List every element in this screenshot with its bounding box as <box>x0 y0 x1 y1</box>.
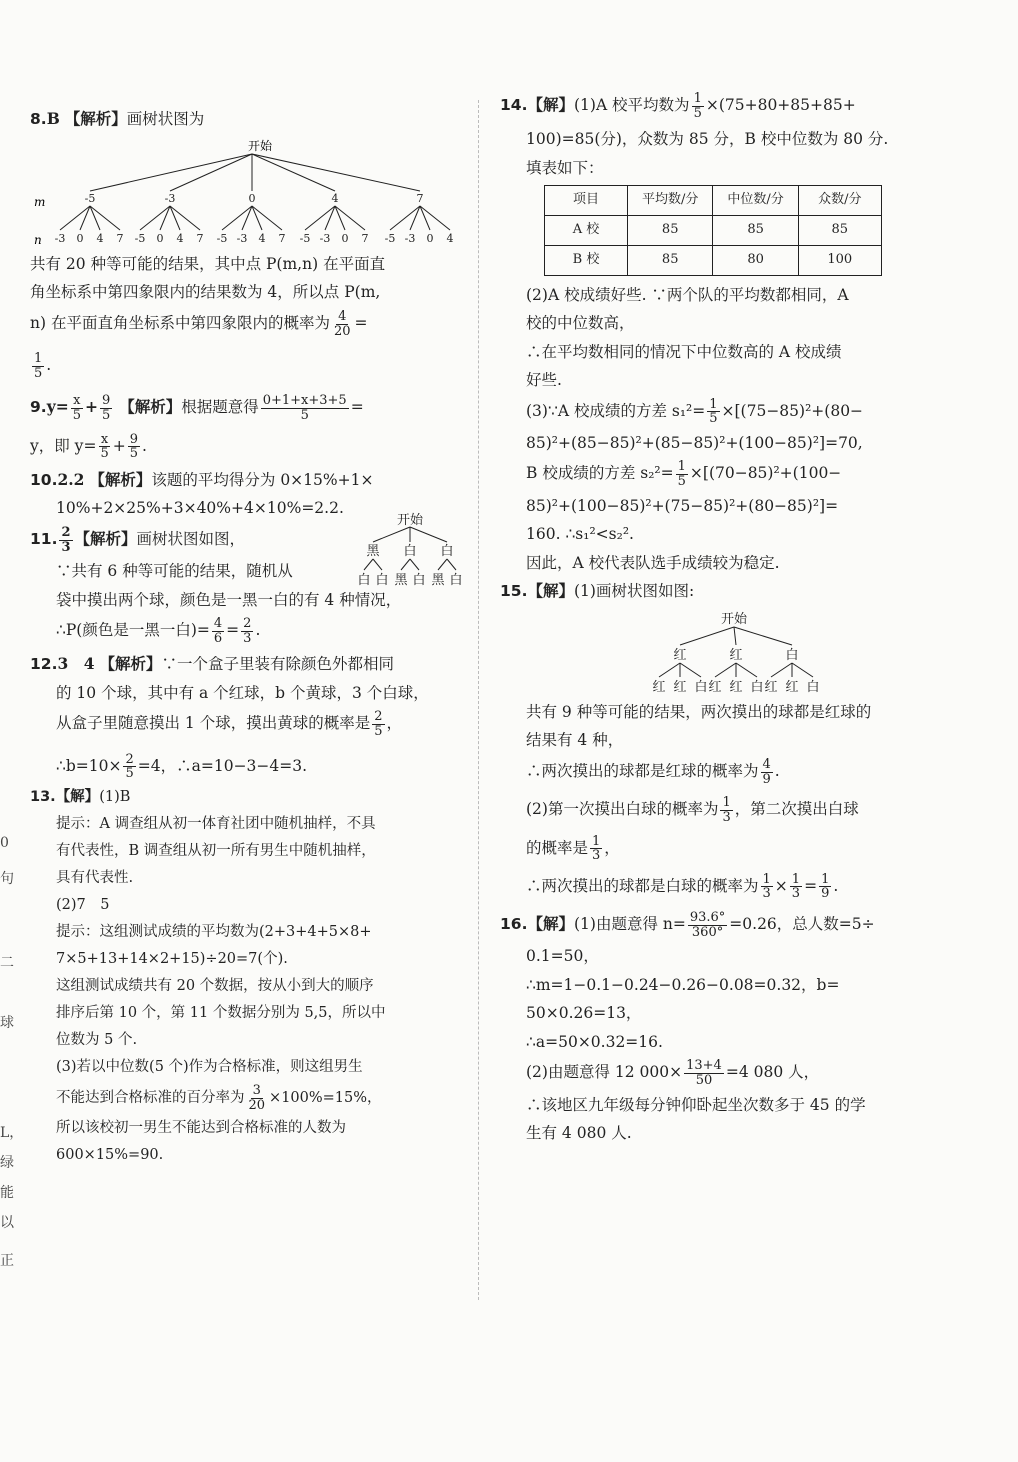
fraction: $\frac{9}{5}$ <box>129 431 138 462</box>
tree-diagram-q8 <box>30 136 470 246</box>
tree-node: 7 <box>116 232 124 246</box>
tree-root: 开始 <box>248 139 273 154</box>
tree-node: -5 <box>134 232 146 246</box>
question-16: 16.【解】(1)由题意得 n= $\frac{93.6^\circ}{360^\circ}$ =0.26，总人数=5÷ 0.1=50， ∴m=1−0.1−0.24−0.26−0.08=0.32，b= 50×0.26=13， ∴a=50×0.32=16. (2)由题意得 12 000× $\frac{13+4}{50}$ =4 080 人， ∴该地区九年级每分钟仰卧起坐次数多于 45 的学 生有 4 080 人. <box>500 910 875 1142</box>
tree-node: 0 <box>156 232 164 246</box>
edge-char: 球 <box>0 1015 14 1031</box>
analysis-tag: 【解析】 <box>64 110 127 128</box>
fraction: $\frac{4}{6}$ <box>213 616 223 646</box>
fraction: $\frac{13+4}{50}$ <box>686 1058 722 1088</box>
tree-node: 白 <box>449 572 463 588</box>
fraction: $\frac{2}{5}$ <box>125 751 134 782</box>
tree-node: 7 <box>361 232 369 246</box>
tree-node: 黑 <box>366 543 380 559</box>
tree-node: 白 <box>403 543 417 559</box>
fraction: $\frac{3}{20}$ <box>248 1083 266 1113</box>
answer: 2.2 <box>57 470 85 489</box>
table-header: 众数/分 <box>798 186 881 216</box>
tree-node: 白 <box>375 572 389 588</box>
score-table <box>544 185 882 276</box>
edge-char: 以 <box>0 1215 14 1231</box>
tree-labels <box>55 192 454 245</box>
edge-char: L， <box>0 1125 24 1141</box>
tree-branch <box>659 663 680 677</box>
tree-node: 开始 <box>396 512 424 528</box>
question-number: 8. <box>30 110 47 128</box>
tree-node: -5 <box>299 232 311 246</box>
tree-node: 红 <box>708 679 722 695</box>
tree-node: -5 <box>216 232 228 246</box>
tree-row-label: n <box>34 233 42 247</box>
fraction: $\frac{93.6^\circ}{360^\circ}$ <box>689 910 726 940</box>
table-cell: 85 <box>798 216 881 246</box>
tree-node: 红 <box>652 679 666 695</box>
column-divider <box>478 100 479 1300</box>
tree-node: 红 <box>785 679 799 695</box>
tree-branch <box>734 627 792 645</box>
fraction: $\frac{2}{3}$ <box>61 524 71 555</box>
table-row <box>545 216 882 246</box>
table-row <box>545 245 882 275</box>
tree-row-label: m <box>34 195 46 210</box>
tree-branch <box>438 559 447 570</box>
fraction: $\frac{4}{20}$ <box>333 308 351 339</box>
tree-branch <box>410 527 447 542</box>
edge-char: 0 <box>0 835 9 851</box>
right-column <box>500 92 970 1150</box>
tree-diagram-q15 <box>500 609 970 695</box>
fraction: $\frac{1}{3}$ <box>722 795 731 825</box>
fraction: $\frac{9}{5}$ <box>101 393 111 424</box>
tree-node: -3 <box>319 232 331 246</box>
table-cell: 85 <box>628 245 713 275</box>
tree-node: 红 <box>764 679 778 695</box>
tree-node: 白 <box>694 679 708 695</box>
edge-char: 二 <box>0 955 14 971</box>
tree-branch <box>715 663 736 677</box>
question-13: 13.【解】(1)B 提示：A 调查组从初一体育社团中随机抽样，不具 有代表性，B 调查组从初一所有男生中随机抽样， 具有代表性. (2)7 5 提示：这组测试成绩的平均数为(2+3+4+5×8+ 7×5+13+14×2+15)÷20=7(个). 这组测试成绩共有 20 个数据，按从小到大的顺序 排序后第 10 个，第 11 个数据分别为 5,5，所以中 位数为 5 个. (3)若以中位数(5 个)作为合格标准，则这组男生 不能达到合格标准的百分率为 $\frac{3}{20}$ ×100%=15%， 所以该校初一男生不能达到合格标准的人数为 600×15%=90. <box>30 788 386 1164</box>
tree-branch <box>771 663 792 677</box>
tree-node: 0 <box>426 232 434 246</box>
tree-node: -3 <box>164 192 176 206</box>
tree-node: -3 <box>404 232 416 246</box>
tree-node: 黑 <box>394 572 408 588</box>
table-cell: 85 <box>628 216 713 246</box>
tree-node: 白 <box>806 679 820 695</box>
fraction: $\frac{x}{5}$ <box>100 431 109 462</box>
text-line: 共有 20 种等可能的结果，其中点 P(m,n) 在平面直 <box>30 254 386 273</box>
tree-node: 黑 <box>431 572 445 588</box>
answer: B <box>46 109 60 128</box>
tree-branch <box>680 627 734 645</box>
tree-node: 白 <box>440 543 454 559</box>
tree-branch <box>364 559 373 570</box>
fraction: $\frac{4}{9}$ <box>762 756 771 787</box>
tree-branch <box>792 663 813 677</box>
tree-node: 红 <box>729 647 743 663</box>
tree-node: 开始 <box>720 611 748 627</box>
question-11: 11. $\frac{2}{3}$ 【解析】画树状图如图， 开始 黑 白 白 白 黑 白 白 黑 白 ∵共有 6 种等可能的结果，随机从 袋中摸出两个球，颜色是一黑一白的有 4 种情况， ∴P(颜色是一黑一白)= $\frac{4}{6}$ = $\frac{2}{3}$ . <box>30 526 470 646</box>
table-cell: 100 <box>798 245 881 275</box>
answer: y= <box>46 397 69 417</box>
tree-diagram-q11 <box>355 512 465 592</box>
tree-node: 7 <box>416 192 424 206</box>
edge-char: 句 <box>0 871 14 887</box>
tree-node: 0 <box>76 232 84 246</box>
edge-char: 正 <box>0 1253 14 1269</box>
tree-node: 0 <box>341 232 349 246</box>
text-line: 角坐标系中第四象限内的结果数为 4，所以点 P(m, <box>30 283 381 302</box>
tree-node: 4 <box>176 232 184 246</box>
edge-char: 能 <box>0 1185 14 1201</box>
tree-node: 红 <box>673 647 687 663</box>
fraction: $\frac{2}{5}$ <box>374 709 383 740</box>
tree-node: 4 <box>446 232 454 246</box>
tree-node: 7 <box>196 232 204 246</box>
fraction: $\frac{1}{9}$ <box>821 871 830 902</box>
tree-node: 白 <box>750 679 764 695</box>
table-cell: 85 <box>713 216 798 246</box>
tree-branch <box>680 663 701 677</box>
fraction: $\frac{2}{3}$ <box>243 616 252 646</box>
fraction: $\frac{1}{3}$ <box>791 871 801 902</box>
tree-node: 4 <box>331 192 339 206</box>
fraction: $\frac{0+1+x+3+5}{5}$ <box>262 393 347 424</box>
table-cell: 80 <box>713 245 798 275</box>
tree-node: 0 <box>248 192 256 206</box>
table-header: 项目 <box>545 186 628 216</box>
fraction: $\frac{1}{5}$ <box>709 396 718 427</box>
tree-node: -3 <box>236 232 248 246</box>
question-9: 9.y= $\frac{x}{5}$ + $\frac{9}{5}$ 【解析】根据题意得 $\frac{0+1+x+3+5}{5}$ = y，即 y= $\frac{x}{5}$ + $\frac{9}{5}$ . <box>30 393 364 462</box>
tree-branch <box>447 559 456 570</box>
text: 画树状图为 <box>126 110 205 128</box>
question-8: 8.B 【解析】画树状图为 开始 m n -5 -3 0 4 7 -3 -5 0 4 7 0 -5 -3 4 7 4 -5 -3 0 7 7 -5 -3 0 4 共有 20 种等可能的结果，其中点 P(m,n) 在平面直 角坐标系中第四象限内的结果数为 4，所以点 P(m, n) 在平面直角坐标系中第四象限内的概率为 $\frac{4}{20}$ = $\frac{1}{5}$ . <box>30 108 470 380</box>
question-14: 14.【解】(1)A 校平均数为 $\frac{1}{5}$ ×(75+80+85+85+ 100)=85(分)，众数为 85 分，B 校中位数为 80 分. 填表如下： 项目 平均数/分 中位数/分 众数/分 A 校 85 85 85 B 校 85 80 100 (2)A 校成绩好些. ∵两个队的平均数都相同，A 校的中位数高， ∴在平均数相同的情况下中位数高的 A 校成绩 好些. (3)∵A 校成绩的方差 s₁²= $\frac{1}{5}$ ×[(75−85)²+(80− 85)²+(85−85)²+(85−85)²+(100−85)²]=70, B 校成绩的方差 s₂²= $\frac{1}{5}$ ×[(70−85)²+(100− 85)²+(100−85)²+(75−85)²+(80−85)²]= 160. ∴s₁²<s₂². 因此，A 校代表队选手成绩较为稳定. <box>500 91 889 572</box>
tree-branch <box>252 154 420 191</box>
tree-branch <box>170 154 252 191</box>
tree-node: 红 <box>729 679 743 695</box>
tree-node: 白 <box>357 572 371 588</box>
tree-node: 红 <box>673 679 687 695</box>
tree-node: -5 <box>84 192 96 206</box>
table-cell: A 校 <box>545 216 628 246</box>
tree-node: 4 <box>258 232 266 246</box>
text: n) 在平面直角坐标系中第四象限内的概率为 <box>30 314 330 333</box>
answer: 3 4 <box>57 654 95 674</box>
fraction: $\frac{1}{3}$ <box>592 833 601 864</box>
table-header-row <box>545 186 882 216</box>
tree-node: 7 <box>278 232 286 246</box>
table-header: 中位数/分 <box>713 186 798 216</box>
tree-branch <box>736 663 757 677</box>
table-cell: B 校 <box>545 245 628 275</box>
edge-char: 绿 <box>0 1155 14 1171</box>
question-10: 10.2.2 【解析】该题的平均得分为 0×15%+1× 10%+2×25%+3×40%+4×10%=2.2. <box>30 470 374 518</box>
tree-node: 白 <box>785 647 799 663</box>
tree-node: -3 <box>54 232 66 246</box>
tree-branch <box>373 559 382 570</box>
tree-branch <box>410 559 419 570</box>
tree-branch <box>90 154 252 191</box>
tree-branch <box>401 559 410 570</box>
fraction: $\frac{1}{5}$ <box>693 91 702 121</box>
tree-node: 白 <box>412 572 426 588</box>
tree-node: 4 <box>96 232 104 246</box>
fraction: $\frac{1}{5}$ <box>34 351 43 381</box>
tree-node: -5 <box>384 232 396 246</box>
question-15: 15.【解】(1)画树状图如图: 开始 红 红 红 白 红 红 红 白 白 红 红 白 共有 9 种等可能的结果，两次摸出的球都是红球的 结果有 4 种， ∴两次摸出的球都是红球的概率为 $\frac{4}{9}$ . (2)第一次摸出白球的概率为 $\frac{1}{3}$ ，第二次摸出白球 的概率是 $\frac{1}{3}$ ， ∴两次摸出的球都是白球的概率为 $\frac{1}{3}$ × $\frac{1}{3}$ = $\frac{1}{9}$ . <box>500 580 970 901</box>
left-column <box>30 108 470 1172</box>
fraction: $\frac{1}{3}$ <box>762 871 771 902</box>
tree-branch <box>252 154 335 191</box>
question-12: 12.3 4 【解析】∵一个盒子里装有除颜色外都相同 的 10 个球，其中有 a 个红球，b 个黄球，3 个白球， 从盒子里随意摸出 1 个球，摸出黄球的概率是 $\frac{2}{5}$ ， ∴b=10× $\frac{2}{5}$ =4，∴a=10−3−4=3. <box>30 654 429 782</box>
tree-branch <box>734 627 736 645</box>
table-header: 平均数/分 <box>628 186 713 216</box>
fraction: $\frac{x}{5}$ <box>72 393 81 424</box>
fraction: $\frac{1}{5}$ <box>677 459 686 490</box>
tree-branch <box>373 527 410 542</box>
